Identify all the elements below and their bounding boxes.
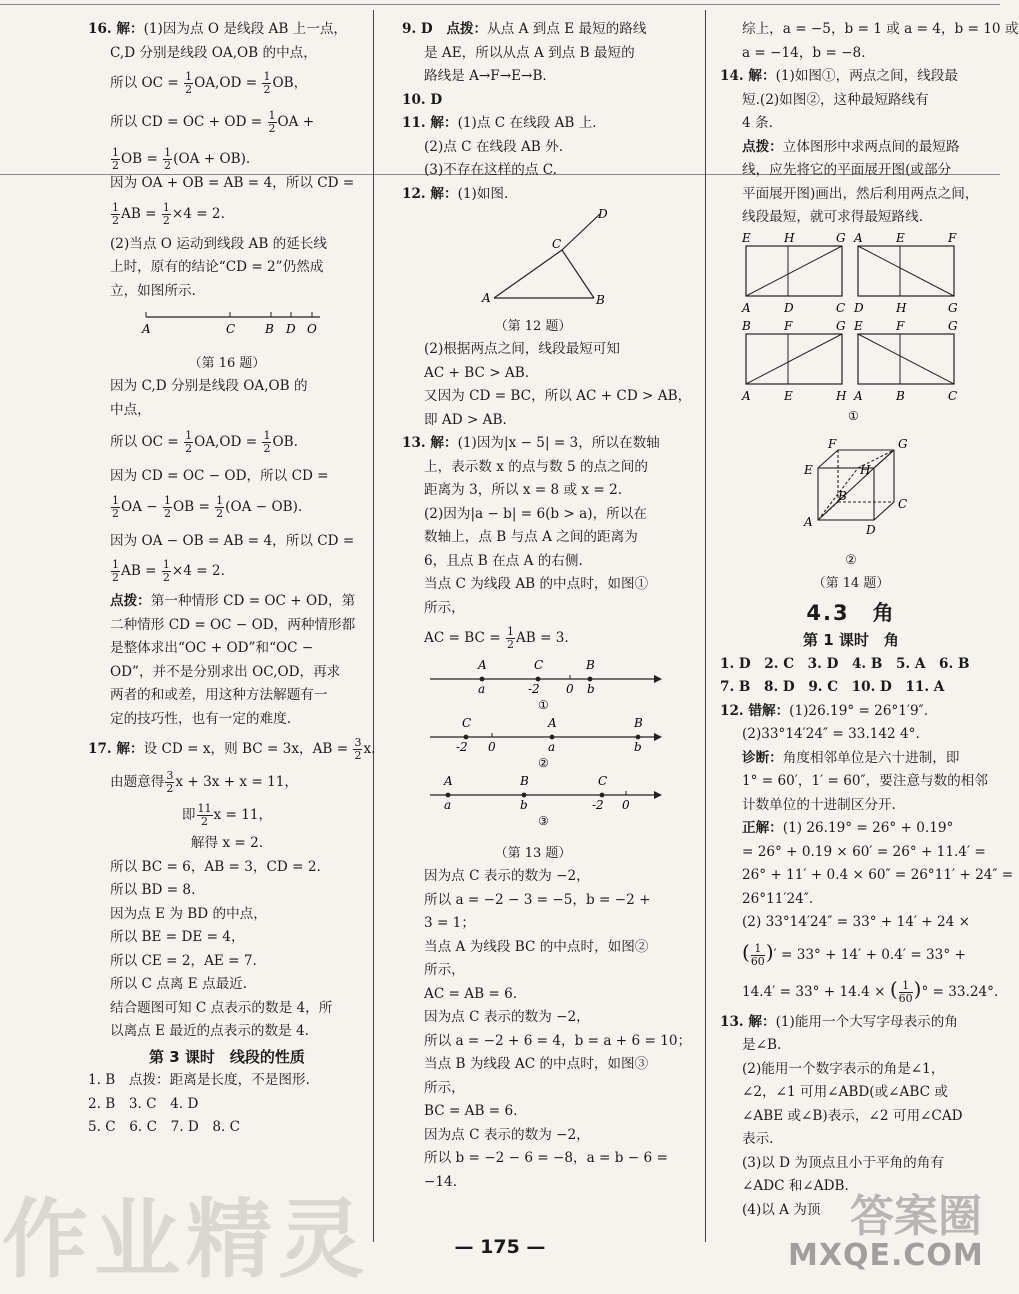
label-D: D xyxy=(598,207,608,221)
text-line: 解得 x = 2. xyxy=(190,835,264,851)
label-E: E xyxy=(804,463,813,477)
figure-caption: （第 13 题） xyxy=(494,845,572,861)
text-line: (3)不存在这样的点 C. xyxy=(424,162,557,178)
text-line: 13. 解：(1)因为|x − 5| = 3，所以在数轴 xyxy=(402,435,660,451)
text-line: 12. 错解：(1)26.19° = 26°1′9″. xyxy=(720,702,929,719)
text-line: 因为点 E 为 BD 的中点， xyxy=(110,905,267,922)
text-line: 当点 C 为线段 AB 的中点时，如图① xyxy=(424,576,649,592)
label-C: C xyxy=(598,774,608,788)
text-line: 结合题图可知 C 点表示的数是 4，所 xyxy=(110,999,333,1016)
label-B: B xyxy=(896,388,905,403)
label-G: G xyxy=(948,318,958,333)
label-F: F xyxy=(828,437,837,451)
label-A: A xyxy=(548,716,557,730)
label-B: B xyxy=(742,318,751,333)
unfolding-4 xyxy=(853,319,958,403)
column-3 xyxy=(720,18,1019,1222)
label-C: C xyxy=(836,300,846,315)
label-D: D xyxy=(854,300,864,315)
text-line: 所以 BD = 8. xyxy=(110,882,196,898)
label-circle-1: ① xyxy=(538,698,549,712)
text-line: (2)点 C 在线段 AB 外. xyxy=(424,138,564,155)
label-E: E xyxy=(784,388,793,403)
label-b: b xyxy=(587,682,595,696)
text-line: 10. D xyxy=(402,91,443,108)
text-line: 表示. xyxy=(742,1131,774,1147)
text-line: 线段最短，就可求得最短路线. xyxy=(742,209,924,225)
text-line: 4 条. xyxy=(742,115,773,131)
point-C xyxy=(536,677,541,682)
text-line: 计数单位的十进制区分开. xyxy=(742,796,896,813)
label-E: E xyxy=(854,318,863,333)
number-line-3 xyxy=(430,774,662,828)
text-line: 诊断：角度相邻单位是六十进制，即 xyxy=(742,749,960,766)
text-line: ∠ABE 或∠B)表示，∠2 可用∠CAD xyxy=(742,1107,963,1124)
text-line: 所以 CE = 2，AE = 7. xyxy=(110,952,257,969)
label-circle-3: ③ xyxy=(538,814,549,828)
text-line: 因为点 C 表示的数为 −2， xyxy=(424,868,590,884)
text-line: 所以 b = −2 − 6 = −8，a = b − 6 = xyxy=(424,1150,668,1166)
text-line: 所以 C 点离 E 点最近. xyxy=(110,976,248,992)
label-C: C xyxy=(948,388,958,403)
label-H: H xyxy=(836,388,847,403)
text-line: 9. D 点拨：从点 A 到点 E 最短的路线 xyxy=(402,21,647,37)
label-minus2: -2 xyxy=(592,798,604,812)
label-D: D xyxy=(286,322,296,336)
label-B: B xyxy=(586,658,595,672)
label-b: b xyxy=(634,740,642,754)
label-circle-1: ① xyxy=(848,408,859,423)
label-a: a xyxy=(478,682,486,696)
text-line: 是 AE，所以从点 A 到点 B 最短的 xyxy=(424,44,635,61)
label-B: B xyxy=(520,774,529,788)
text-line: 17. 解：设 CD = x，则 BC = 3x，AB = $\frac{3}{2}$ x. xyxy=(88,736,376,762)
text-line: 1. B 点拨：距离是长度，不是图形. xyxy=(88,1072,310,1088)
text-line: 短.(2)如图②，这种最短路线有 xyxy=(742,91,929,108)
text-line: (2)能用一个数字表示的角是∠1， xyxy=(742,1060,945,1077)
text-line: 所以 a = −2 + 6 = 4，b = a + 6 = 10； xyxy=(424,1032,692,1049)
label-A: A xyxy=(804,515,813,529)
figure-16-number-line xyxy=(88,303,366,343)
text-line: 因为点 C 表示的数为 −2， xyxy=(424,1009,590,1025)
text-line: (2)33°14′24″ = 33.142 4°. xyxy=(742,726,920,742)
column-2 xyxy=(402,18,692,1194)
label-minus2: -2 xyxy=(456,740,468,754)
label-G: G xyxy=(836,318,846,333)
unfolding-2 xyxy=(853,231,958,315)
label-C: C xyxy=(552,237,562,251)
top-rule xyxy=(0,4,1000,5)
label-A: A xyxy=(854,230,863,245)
text-line: 以离点 E 最近的点表示的数是 4. xyxy=(110,1023,309,1039)
label-A: A xyxy=(142,322,151,336)
text-line: 所示， xyxy=(424,1079,465,1096)
label-B: B xyxy=(596,293,605,307)
text-line: 所以 CD = OC + OD = $\frac{1}{2}$ OA + xyxy=(110,109,315,135)
label-C: C xyxy=(462,716,472,730)
lesson-heading: 第 1 课时 角 xyxy=(803,631,899,649)
text-line: 两者的和或差，用这种方法解题有一 xyxy=(110,687,328,703)
text-line: 12. 解：(1)如图. xyxy=(402,185,509,202)
text-line: AC + BC > AB. xyxy=(424,364,530,381)
figure-caption: （第 14 题） xyxy=(812,576,890,591)
label-C: C xyxy=(534,658,544,672)
label-B: B xyxy=(265,322,274,336)
label-F: F xyxy=(784,318,793,333)
text-line: 所以 BC = 6，AB = 3，CD = 2. xyxy=(110,858,321,875)
text-line: 距离为 3，所以 x = 8 或 x = 2. xyxy=(424,482,623,498)
text-line: $\frac{1}{2}$ AB = $\frac{1}{2}$ ×4 = 2. xyxy=(112,200,225,227)
label-G: G xyxy=(948,300,958,315)
text-line: BC = AB = 6. xyxy=(424,1103,518,1119)
label-A: A xyxy=(742,300,751,315)
label-minus2: -2 xyxy=(528,682,540,696)
label-B: B xyxy=(838,489,847,503)
text-line: 13. 解：(1)能用一个大写字母表示的角 xyxy=(720,1013,958,1030)
text-line: 所示， xyxy=(424,962,465,978)
label-0: 0 xyxy=(488,740,496,754)
label-a: a xyxy=(444,798,452,812)
text-line: 1. D 2. C 3. D 4. B 5. A 6. B xyxy=(720,655,970,672)
watermark-text: 作业精灵 xyxy=(2,1190,370,1290)
text-line: = 26° + 0.19 × 60′ = 26° + 11.4′ = xyxy=(742,843,986,860)
text-line: 26°11′24″. xyxy=(742,890,814,907)
label-0: 0 xyxy=(566,682,574,696)
point-B xyxy=(588,677,593,682)
text-line: 所以 BE = DE = 4， xyxy=(110,929,245,945)
label-H: H xyxy=(784,230,795,245)
label-D: D xyxy=(784,300,794,315)
text-line: 综上，a = −5，b = 1 或 a = 4，b = 10 或 xyxy=(742,21,1019,37)
text-line: (2) 33°14′24″ = 33° + 14′ + 24 × xyxy=(742,914,971,930)
label-a: a xyxy=(548,740,556,754)
column-divider-left xyxy=(373,10,374,1242)
column-divider-right xyxy=(705,10,706,1242)
unfolding-1 xyxy=(741,231,846,315)
text-line: 因为点 C 表示的数为 −2， xyxy=(424,1126,590,1143)
text-line: 因为 OA − OB = AB = 4，所以 CD = xyxy=(110,532,355,549)
text-line: 当点 B 为线段 AC 的中点时，如图③ xyxy=(424,1056,649,1072)
segments-AC-CB xyxy=(494,250,594,298)
label-b: b xyxy=(520,798,528,812)
text-line: 5. C 6. C 7. D 8. C xyxy=(88,1119,241,1135)
text-line: ∠ADC 和∠ADB. xyxy=(742,1178,849,1194)
text-line: (4)以 A 为顶 xyxy=(742,1201,821,1218)
text-line: 11. 解：(1)点 C 在线段 AB 上. xyxy=(402,115,597,131)
text-line: AC = BC = $\frac{1}{2}$ AB = 3. xyxy=(424,625,569,651)
point-B xyxy=(636,735,641,740)
figure-12-triangle xyxy=(402,206,664,306)
label-D: D xyxy=(866,523,876,537)
text-line: 上，表示数 x 的点与数 5 的点之间的 xyxy=(424,458,648,475)
label-circle-2: ② xyxy=(845,552,857,568)
label-C: C xyxy=(898,497,908,511)
text-line: 所以 a = −2 − 3 = −5，b = −2 + xyxy=(424,891,651,908)
label-0: 0 xyxy=(622,798,630,812)
label-A: A xyxy=(478,658,487,672)
text-line: 上时，原有的结论“CD = 2”仍然成 xyxy=(110,259,324,275)
unfolding-3 xyxy=(741,319,847,403)
label-C: C xyxy=(226,322,236,336)
label-F: F xyxy=(896,318,905,333)
segment-CD xyxy=(562,214,600,250)
point-C xyxy=(464,735,469,740)
number-line-2 xyxy=(430,716,662,770)
point-A xyxy=(480,677,485,682)
label-A: A xyxy=(854,388,863,403)
text-line: (2)当点 O 运动到线段 AB 的延长线 xyxy=(110,235,328,252)
figure-14-unfoldings xyxy=(720,230,982,426)
label-E: E xyxy=(742,230,751,245)
text-line: −14. xyxy=(424,1173,458,1190)
text-line: 数轴上，点 B 与点 A 之间的距离为 xyxy=(424,529,638,545)
section-heading: 4.3 角 xyxy=(806,600,896,625)
text-line: 3 = 1； xyxy=(424,915,475,931)
label-A: A xyxy=(482,291,491,305)
text-line: 即 $\frac{11}{2}$ x = 11， xyxy=(181,802,273,828)
label-E: E xyxy=(896,230,905,245)
text-line: 即 AD > AB. xyxy=(424,411,507,428)
page-number: — 175 — xyxy=(454,1236,546,1258)
text-line: 又因为 CD = BC，所以 AC + CD > AB， xyxy=(424,388,692,404)
number-line-1 xyxy=(430,658,662,712)
figure-caption: （第 16 题） xyxy=(188,355,266,371)
text-line: a = −14，b = −8. xyxy=(742,44,866,61)
text-line: 所以 OC = $\frac{1}{2}$ OA,OD = $\frac{1}{2}$ OB， xyxy=(110,70,308,96)
text-line: 立，如图所示. xyxy=(110,282,196,299)
text-line: 是整体求出“OC + OD”和“OC − xyxy=(110,640,314,656)
text-line: 所示， xyxy=(424,599,465,616)
text-line: 7. B 8. D 9. C 10. D 11. A xyxy=(720,679,945,695)
label-G: G xyxy=(836,230,846,245)
text-line: 路线是 A→F→E→B. xyxy=(424,68,547,84)
text-line: 14. 解：(1)如图①，两点之间，线段最 xyxy=(720,68,958,84)
label-F: F xyxy=(948,230,957,245)
figure-14-cube xyxy=(720,434,982,540)
watermark-site: MXQE.COM xyxy=(788,1238,984,1273)
text-line: 是∠B. xyxy=(742,1037,782,1053)
text-line: 线，应先将它的平面展开图(或部分 xyxy=(742,162,952,178)
text-line: 二种情形 CD = OC − OD，两种情形都 xyxy=(110,616,356,633)
label-A: A xyxy=(444,774,453,788)
label-circle-2: ② xyxy=(538,756,549,770)
label-B: B xyxy=(634,716,643,730)
point-A xyxy=(446,793,451,798)
text-line: 当点 A 为线段 BC 的中点时，如图② xyxy=(424,938,649,955)
text-line: 由题意得 $\frac{3}{2}$ x + 3x + x = 11， xyxy=(110,769,299,795)
label-G: G xyxy=(898,437,908,451)
text-line: OD”，并不是分别求出 OC,OD，再求 xyxy=(110,663,341,680)
text-line: 平面展开图)画出，然后利用两点之间， xyxy=(742,185,979,202)
text-line: 因为 OA + OB = AB = 4，所以 CD = xyxy=(110,175,355,191)
text-line: (3)以 D 为顶点且小于平角的角有 xyxy=(742,1154,944,1171)
text-line: 正解：(1) 26.19° = 26° + 0.19° xyxy=(742,820,954,836)
watermark-logo: 答案圈 xyxy=(850,1191,982,1242)
text-line: 点拨：第一种情形 CD = OC + OD，第 xyxy=(110,593,356,609)
text-line: $\frac{1}{2}$ OB = $\frac{1}{2}$ (OA + OB). xyxy=(112,146,251,172)
text-line: $\frac{1}{2}$ AB = $\frac{1}{2}$ ×4 = 2. xyxy=(112,558,225,584)
text-line: 16. 解：(1)因为点 O 是线段 AB 上一点， xyxy=(88,21,348,37)
point-B xyxy=(522,793,527,798)
text-line: 定的技巧性，也有一定的难度. xyxy=(110,710,292,727)
label-O: O xyxy=(307,322,317,336)
point-A xyxy=(550,735,555,740)
label-H: H xyxy=(860,463,871,477)
text-line: (2)因为|a − b| = 6(b > a)，所以在 xyxy=(424,505,647,522)
text-line: 因为 CD = OC − OD，所以 CD = xyxy=(110,468,329,484)
text-line: 6，且点 B 在点 A 的右侧. xyxy=(424,552,583,569)
lesson-heading: 第 3 课时 线段的性质 xyxy=(149,1047,305,1066)
figure-13-number-lines xyxy=(402,651,664,833)
figure-caption: （第 12 题） xyxy=(494,318,572,334)
text-line: $\frac{1}{2}$ OA − $\frac{1}{2}$ OB = $\frac{1}{2}$ (OA − OB). xyxy=(112,493,303,520)
text-line: (2)根据两点之间，线段最短可知 xyxy=(424,341,620,357)
label-A: A xyxy=(742,388,751,403)
text-line: 因为 C,D 分别是线段 OA,OB 的 xyxy=(110,378,308,394)
text-line: ∠2，∠1 可用∠ABD(或∠ABC 或 xyxy=(742,1084,948,1100)
column-1 xyxy=(88,18,376,1140)
text-line: 1° = 60′，1′ = 60″，要注意与数的相邻 xyxy=(742,773,988,789)
point-C xyxy=(600,793,605,798)
text-line: 点拨：立体图形中求两点间的最短路 xyxy=(742,138,960,155)
text-line: C,D 分别是线段 OA,OB 的中点， xyxy=(110,44,317,61)
text-line: 2. B 3. C 4. D xyxy=(88,1095,199,1112)
text-line: AC = AB = 6. xyxy=(424,985,518,1002)
label-H: H xyxy=(896,300,907,315)
text-line: 所以 OC = $\frac{1}{2}$ OA,OD = $\frac{1}{2}$ OB. xyxy=(110,429,298,455)
text-line: ( $\frac{1}{60}$ )′ = 33° + 14′ + 0.4′ = 33° + xyxy=(742,939,966,968)
text-line: 14.4′ = 33° + 14.4 × ( $\frac{1}{60}$ )° = 33.24°. xyxy=(742,976,999,1005)
text-line: 中点， xyxy=(110,401,151,418)
text-line: 26° + 11′ + 0.4 × 60″ = 26°11′ + 24″ = xyxy=(742,867,1014,883)
